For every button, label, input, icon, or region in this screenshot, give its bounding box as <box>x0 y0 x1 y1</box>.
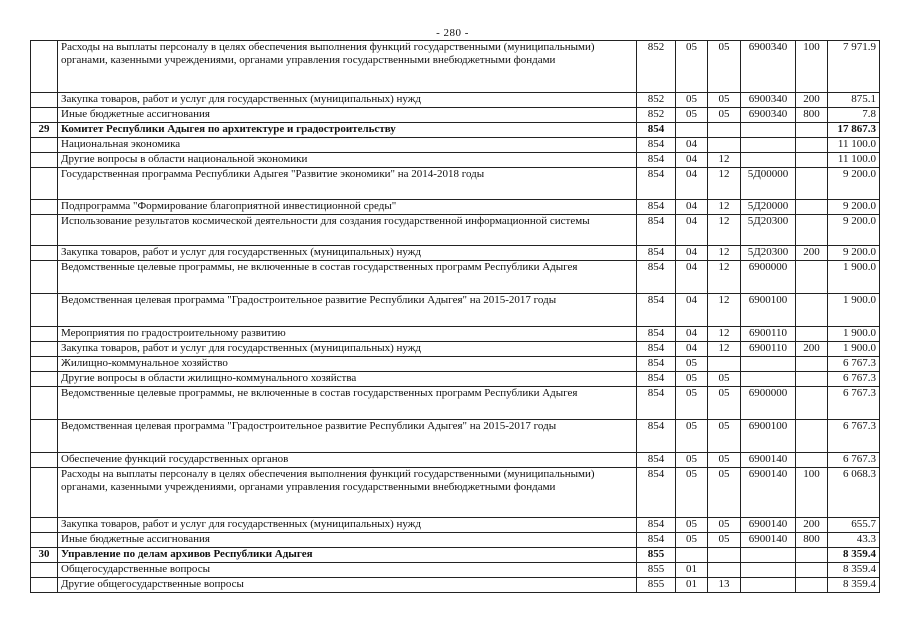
department-code: 854 <box>637 200 676 215</box>
expense-type-code <box>796 563 828 578</box>
section-code: 05 <box>676 518 708 533</box>
department-code: 854 <box>637 215 676 246</box>
subsection-code: 12 <box>708 215 741 246</box>
expense-name: Жилищно-коммунальное хозяйство <box>58 357 637 372</box>
expense-name: Ведомственная целевая программа "Градостроительное развитие Республики Адыгея" на 2015-2017 годы <box>58 294 637 327</box>
row-number: 29 <box>31 123 58 138</box>
row-number <box>31 357 58 372</box>
expense-name: Комитет Республики Адыгея по архитектуре и градостроительству <box>58 123 637 138</box>
subsection-code: 05 <box>708 453 741 468</box>
row-number <box>31 93 58 108</box>
section-code: 05 <box>676 357 708 372</box>
row-number <box>31 294 58 327</box>
table-row <box>31 246 880 261</box>
expense-name: Ведомственные целевые программы, не включенные в состав государственных программ Республики Адыгея <box>58 261 637 294</box>
target-article-code: 6900340 <box>741 93 796 108</box>
expense-type-code: 800 <box>796 533 828 548</box>
amount: 6 767.3 <box>828 372 880 387</box>
expense-type-code <box>796 153 828 168</box>
row-number <box>31 108 58 123</box>
target-article-code: 6900000 <box>741 387 796 420</box>
table-row <box>31 342 880 357</box>
amount: 9 200.0 <box>828 246 880 261</box>
table-row <box>31 41 880 93</box>
subsection-code: 12 <box>708 261 741 294</box>
table-row <box>31 387 880 420</box>
subsection-code: 12 <box>708 342 741 357</box>
table-row <box>31 93 880 108</box>
target-article-code <box>741 548 796 563</box>
expense-type-code: 200 <box>796 246 828 261</box>
target-article-code: 5Д20300 <box>741 246 796 261</box>
expense-type-code <box>796 420 828 453</box>
department-code: 855 <box>637 563 676 578</box>
table-row <box>31 215 880 246</box>
budget-table-body <box>31 41 880 593</box>
table-row <box>31 453 880 468</box>
amount: 655.7 <box>828 518 880 533</box>
expense-type-code <box>796 215 828 246</box>
table-row <box>31 138 880 153</box>
row-number <box>31 153 58 168</box>
expense-name: Мероприятия по градостроительному развитию <box>58 327 637 342</box>
department-code: 854 <box>637 327 676 342</box>
row-number <box>31 261 58 294</box>
amount: 8 359.4 <box>828 548 880 563</box>
row-number <box>31 200 58 215</box>
page-number: - 280 - <box>436 27 469 39</box>
row-number <box>31 342 58 357</box>
table-row <box>31 548 880 563</box>
amount: 9 200.0 <box>828 215 880 246</box>
section-code: 05 <box>676 372 708 387</box>
section-code: 05 <box>676 108 708 123</box>
department-code: 854 <box>637 453 676 468</box>
target-article-code: 5Д20300 <box>741 215 796 246</box>
department-code: 854 <box>637 420 676 453</box>
subsection-code: 12 <box>708 153 741 168</box>
expense-type-code <box>796 138 828 153</box>
target-article-code: 6900110 <box>741 327 796 342</box>
subsection-code: 05 <box>708 518 741 533</box>
expense-type-code <box>796 294 828 327</box>
section-code <box>676 123 708 138</box>
expense-type-code: 200 <box>796 518 828 533</box>
amount: 43.3 <box>828 533 880 548</box>
expense-type-code <box>796 200 828 215</box>
table-row <box>31 327 880 342</box>
expense-name: Иные бюджетные ассигнования <box>58 108 637 123</box>
target-article-code: 6900140 <box>741 533 796 548</box>
table-row <box>31 468 880 518</box>
row-number <box>31 563 58 578</box>
target-article-code <box>741 563 796 578</box>
table-row <box>31 372 880 387</box>
department-code: 854 <box>637 468 676 518</box>
expense-name: Управление по делам архивов Республики Адыгея <box>58 548 637 563</box>
subsection-code <box>708 357 741 372</box>
subsection-code: 05 <box>708 372 741 387</box>
table-row <box>31 123 880 138</box>
amount: 6 767.3 <box>828 357 880 372</box>
row-number <box>31 246 58 261</box>
expense-type-code: 200 <box>796 342 828 357</box>
section-code: 05 <box>676 453 708 468</box>
department-code: 854 <box>637 123 676 138</box>
expense-type-code <box>796 123 828 138</box>
expense-name: Государственная программа Республики Адыгея "Развитие экономики" на 2014-2018 годы <box>58 168 637 200</box>
section-code: 05 <box>676 93 708 108</box>
amount: 7.8 <box>828 108 880 123</box>
amount: 9 200.0 <box>828 168 880 200</box>
subsection-code: 12 <box>708 246 741 261</box>
row-number <box>31 453 58 468</box>
row-number <box>31 578 58 593</box>
subsection-code: 05 <box>708 387 741 420</box>
subsection-code: 12 <box>708 294 741 327</box>
amount: 8 359.4 <box>828 563 880 578</box>
target-article-code <box>741 372 796 387</box>
subsection-code: 05 <box>708 41 741 93</box>
row-number: 30 <box>31 548 58 563</box>
table-row <box>31 518 880 533</box>
expense-type-code <box>796 578 828 593</box>
section-code: 04 <box>676 261 708 294</box>
subsection-code: 05 <box>708 533 741 548</box>
amount: 11 100.0 <box>828 138 880 153</box>
row-number <box>31 372 58 387</box>
table-row <box>31 563 880 578</box>
expense-name: Ведомственная целевая программа "Градостроительное развитие Республики Адыгея" на 2015-2017 годы <box>58 420 637 453</box>
row-number <box>31 518 58 533</box>
department-code: 852 <box>637 41 676 93</box>
department-code: 855 <box>637 548 676 563</box>
expense-name: Закупка товаров, работ и услуг для государственных (муниципальных) нужд <box>58 246 637 261</box>
amount: 1 900.0 <box>828 294 880 327</box>
expense-name: Общегосударственные вопросы <box>58 563 637 578</box>
target-article-code: 6900100 <box>741 420 796 453</box>
subsection-code: 05 <box>708 420 741 453</box>
expense-type-code: 100 <box>796 41 828 93</box>
amount: 6 068.3 <box>828 468 880 518</box>
subsection-code: 12 <box>708 327 741 342</box>
expense-name: Ведомственные целевые программы, не включенные в состав государственных программ Республики Адыгея <box>58 387 637 420</box>
target-article-code: 5Д00000 <box>741 168 796 200</box>
section-code: 05 <box>676 420 708 453</box>
row-number <box>31 387 58 420</box>
department-code: 854 <box>637 246 676 261</box>
department-code: 854 <box>637 533 676 548</box>
table-row <box>31 357 880 372</box>
target-article-code: 6900340 <box>741 108 796 123</box>
section-code: 04 <box>676 342 708 357</box>
table-row <box>31 294 880 327</box>
section-code <box>676 548 708 563</box>
department-code: 852 <box>637 93 676 108</box>
table-row <box>31 200 880 215</box>
target-article-code <box>741 578 796 593</box>
amount: 1 900.0 <box>828 342 880 357</box>
expense-name: Закупка товаров, работ и услуг для государственных (муниципальных) нужд <box>58 93 637 108</box>
section-code: 05 <box>676 387 708 420</box>
table-row <box>31 168 880 200</box>
budget-table <box>30 40 880 593</box>
subsection-code: 12 <box>708 168 741 200</box>
expense-type-code <box>796 327 828 342</box>
expense-type-code <box>796 357 828 372</box>
target-article-code <box>741 153 796 168</box>
department-code: 854 <box>637 342 676 357</box>
table-row <box>31 108 880 123</box>
target-article-code: 6900100 <box>741 294 796 327</box>
subsection-code: 12 <box>708 200 741 215</box>
subsection-code <box>708 548 741 563</box>
expense-name: Использование результатов космической деятельности для создания государственной информационной системы <box>58 215 637 246</box>
section-code: 05 <box>676 41 708 93</box>
department-code: 854 <box>637 518 676 533</box>
table-row <box>31 533 880 548</box>
amount: 1 900.0 <box>828 261 880 294</box>
subsection-code: 05 <box>708 93 741 108</box>
expense-type-code <box>796 372 828 387</box>
expense-type-code <box>796 548 828 563</box>
table-row <box>31 261 880 294</box>
target-article-code <box>741 357 796 372</box>
section-code: 04 <box>676 168 708 200</box>
target-article-code: 6900000 <box>741 261 796 294</box>
section-code: 04 <box>676 200 708 215</box>
amount: 8 359.4 <box>828 578 880 593</box>
row-number <box>31 168 58 200</box>
table-row <box>31 153 880 168</box>
section-code: 04 <box>676 327 708 342</box>
row-number <box>31 533 58 548</box>
expense-type-code <box>796 387 828 420</box>
target-article-code: 6900140 <box>741 518 796 533</box>
row-number <box>31 41 58 93</box>
subsection-code: 05 <box>708 108 741 123</box>
department-code: 854 <box>637 168 676 200</box>
amount: 9 200.0 <box>828 200 880 215</box>
amount: 7 971.9 <box>828 41 880 93</box>
expense-name: Подпрограмма "Формирование благоприятной инвестиционной среды" <box>58 200 637 215</box>
amount: 6 767.3 <box>828 420 880 453</box>
expense-name: Национальная экономика <box>58 138 637 153</box>
amount: 1 900.0 <box>828 327 880 342</box>
expense-type-code <box>796 168 828 200</box>
row-number <box>31 215 58 246</box>
subsection-code <box>708 138 741 153</box>
section-code: 04 <box>676 294 708 327</box>
department-code: 855 <box>637 578 676 593</box>
amount: 875.1 <box>828 93 880 108</box>
target-article-code: 6900140 <box>741 453 796 468</box>
expense-name: Расходы на выплаты персоналу в целях обеспечения выполнения функций государственными (муниципальными) органами, казенными учреждениями, органами управления государственными внебюджетными фондами <box>58 468 637 518</box>
subsection-code <box>708 563 741 578</box>
section-code: 05 <box>676 468 708 518</box>
target-article-code: 6900140 <box>741 468 796 518</box>
subsection-code: 05 <box>708 468 741 518</box>
section-code: 04 <box>676 153 708 168</box>
expense-name: Другие вопросы в области жилищно-коммунального хозяйства <box>58 372 637 387</box>
expense-name: Закупка товаров, работ и услуг для государственных (муниципальных) нужд <box>58 518 637 533</box>
row-number <box>31 468 58 518</box>
expense-name: Закупка товаров, работ и услуг для государственных (муниципальных) нужд <box>58 342 637 357</box>
section-code: 04 <box>676 246 708 261</box>
target-article-code <box>741 123 796 138</box>
row-number <box>31 138 58 153</box>
department-code: 854 <box>637 153 676 168</box>
expense-name: Другие вопросы в области национальной экономики <box>58 153 637 168</box>
department-code: 854 <box>637 261 676 294</box>
department-code: 854 <box>637 387 676 420</box>
expense-type-code <box>796 453 828 468</box>
amount: 6 767.3 <box>828 387 880 420</box>
department-code: 854 <box>637 138 676 153</box>
expense-type-code <box>796 261 828 294</box>
expense-type-code: 800 <box>796 108 828 123</box>
section-code: 05 <box>676 533 708 548</box>
expense-name: Иные бюджетные ассигнования <box>58 533 637 548</box>
section-code: 04 <box>676 138 708 153</box>
expense-type-code: 100 <box>796 468 828 518</box>
department-code: 854 <box>637 357 676 372</box>
row-number <box>31 327 58 342</box>
subsection-code: 13 <box>708 578 741 593</box>
target-article-code: 6900340 <box>741 41 796 93</box>
department-code: 852 <box>637 108 676 123</box>
expense-name: Другие общегосударственные вопросы <box>58 578 637 593</box>
amount: 6 767.3 <box>828 453 880 468</box>
department-code: 854 <box>637 294 676 327</box>
target-article-code <box>741 138 796 153</box>
expense-name: Расходы на выплаты персоналу в целях обеспечения выполнения функций государственными (муниципальными) органами, казенными учреждениями, органами управления государственными внебюджетными фондами <box>58 41 637 93</box>
target-article-code: 5Д20000 <box>741 200 796 215</box>
amount: 11 100.0 <box>828 153 880 168</box>
department-code: 854 <box>637 372 676 387</box>
section-code: 04 <box>676 215 708 246</box>
row-number <box>31 420 58 453</box>
table-row <box>31 578 880 593</box>
subsection-code <box>708 123 741 138</box>
section-code: 01 <box>676 563 708 578</box>
section-code: 01 <box>676 578 708 593</box>
target-article-code: 6900110 <box>741 342 796 357</box>
expense-name: Обеспечение функций государственных органов <box>58 453 637 468</box>
expense-type-code: 200 <box>796 93 828 108</box>
table-row <box>31 420 880 453</box>
amount: 17 867.3 <box>828 123 880 138</box>
